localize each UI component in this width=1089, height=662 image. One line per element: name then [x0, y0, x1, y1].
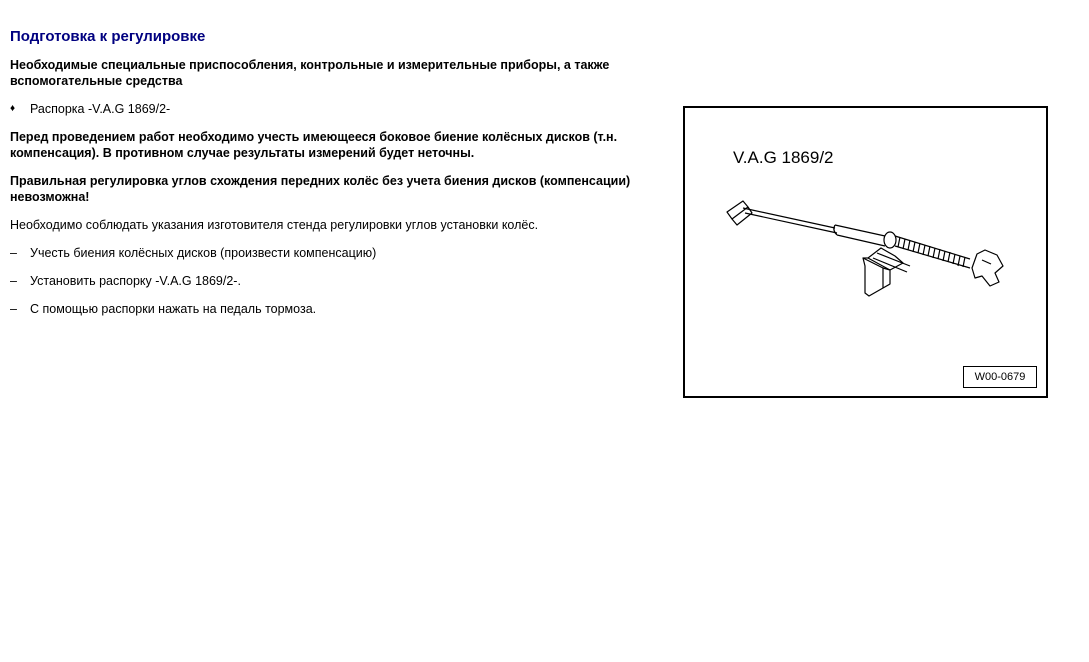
step-dash: –: [10, 274, 17, 288]
page-title: Подготовка к регулировке: [10, 28, 206, 45]
bullet-text: Распорка -V.A.G 1869/2-: [30, 102, 171, 116]
brake-pedal-depressor-tool-icon: [685, 108, 1046, 396]
diamond-bullet-icon: ♦: [10, 103, 16, 114]
step-text: Установить распорку -V.A.G 1869/2-.: [30, 274, 241, 288]
step-text: Учесть биения колёсных дисков (произвести компенсацию): [30, 246, 377, 260]
warning-paragraph: Перед проведением работ необходимо учесть имеющееся боковое биение колёсных дисков (т.н. компенсация). В противном случае результаты измерений будет неточны.: [10, 130, 618, 160]
step-item: [10, 301, 675, 317]
step-dash: –: [10, 246, 17, 260]
figure-code: W00-0679: [963, 366, 1037, 388]
tool-figure: [683, 106, 1048, 398]
warning-paragraph: Правильная регулировка углов схождения передних колёс без учета биения дисков (компенсации) невозможна!: [10, 174, 631, 204]
step-text: С помощью распорки нажать на педаль тормоза.: [30, 302, 317, 316]
note-paragraph: Необходимо соблюдать указания изготовителя стенда регулировки углов установки колёс.: [10, 218, 539, 232]
requirements-text: Необходимые специальные приспособления, контрольные и измерительные приборы, а также вспомогательные средства: [10, 58, 610, 88]
document-body: [10, 28, 675, 329]
figure-title: V.A.G 1869/2: [733, 148, 834, 167]
list-item: [10, 101, 675, 117]
step-item: [10, 245, 675, 261]
step-item: [10, 273, 675, 289]
step-dash: –: [10, 302, 17, 316]
